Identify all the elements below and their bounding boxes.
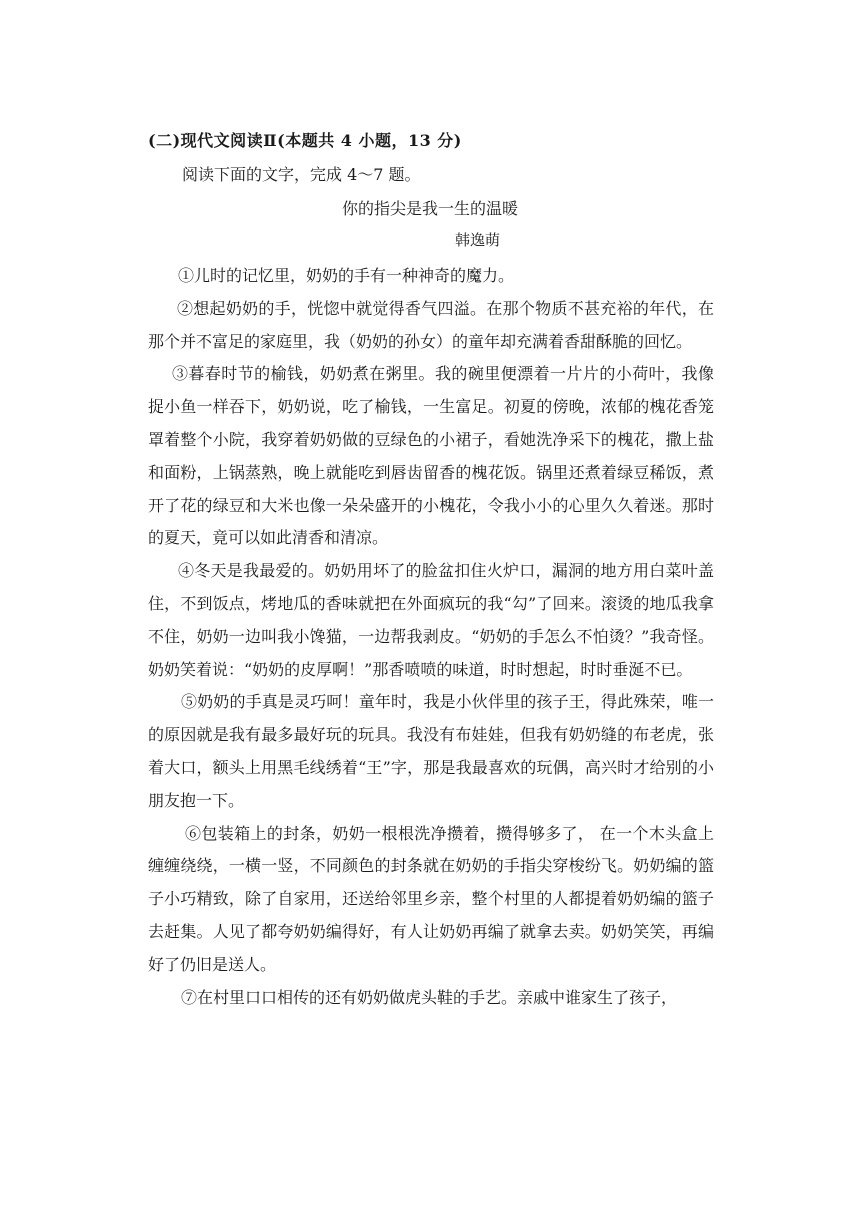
paragraph-7: ⑦在村里口口相传的还有奶奶做虎头鞋的手艺。亲戚中谁家生了孩子， [181,987,678,1007]
paragraph-5: ⑤奶奶的手真是灵巧呵！童年时，我是小伙伴里的孩子王，得此殊荣，唯一的原因就是我有最多最好玩的玩具。我没有布娃娃，但我有奶奶缝的布老虎，张着大口，额头上用黑毛线绣着“王”字，那是我最喜欢的玩偶，高兴时才给别的小朋友抱一下。 [148,692,714,810]
paragraph-1: ①儿时的记忆里，奶奶的手有一种神奇的魔力。 [178,266,515,285]
paragraph-3: ③暮春时节的榆钱，奶奶煮在粥里。我的碗里便漂着一片片的小荷叶，我像捉小鱼一样吞下，奶奶说，吃了榆钱，一生富足。初夏的傍晚，浓郁的槐花香笼罩着整个小院，我穿着奶奶做的豆绿色的小裙子，看她洗净采下的槐花，撒上盐和面粉，上锅蒸熟，晚上就能吃到唇齿留香的槐花饭。锅里还煮着绿豆稀饭，煮开了花的绿豆和大米也像一朵朵盛开的小槐花，令我小小的心里久久着迷。那时的夏天，竟可以如此清香和清凉。 [148,364,714,548]
reading-instruction: 阅读下面的文字，完成 4～7 题。 [182,165,421,184]
paragraph-6: ⑥包装箱上的封条，奶奶一根根洗净攒着，攒得够多了， 在一个木头盒上缠缠绕绕，一横一竖，不同颜色的封条就在奶奶的手指尖穿梭纷飞。奶奶编的篮子小巧精致，除了自家用，还送给邻里乡亲，整个村里的人都提着奶奶编的篮子去赶集。人见了都夸奶奶编得好，有人让奶奶再编了就拿去卖。奶奶笑笑，再编好了仍旧是送人。 [148,823,714,974]
paragraph-4: ④冬天是我最爱的。奶奶用坏了的脸盆扣住火炉口，漏洞的地方用白菜叶盖住，不到饭点，烤地瓜的香味就把在外面疯玩的我“勾”了回来。滚烫的地瓜我拿不住，奶奶一边叫我小馋猫，一边帮我剥皮。“奶奶的手怎么不怕烫？”我奇怪。奶奶笑着说：“奶奶的皮厚啊！”那香喷喷的味道，时时想起，时时垂涎不已。 [148,561,714,679]
article-author: 韩逸萌 [455,231,501,249]
article-title: 你的指尖是我一生的温暖 [341,199,518,218]
section-heading: (二)现代文阅读Ⅱ(本题共 4 小题，13 分) [148,131,462,150]
article-body [148,260,714,1014]
paragraph-2: ②想起奶奶的手，恍惚中就觉得香气四溢。在那个物质不甚充裕的年代，在那个并不富足的家庭里，我（奶奶的孙女）的童年却充满着香甜酥脆的回忆。 [148,298,714,351]
